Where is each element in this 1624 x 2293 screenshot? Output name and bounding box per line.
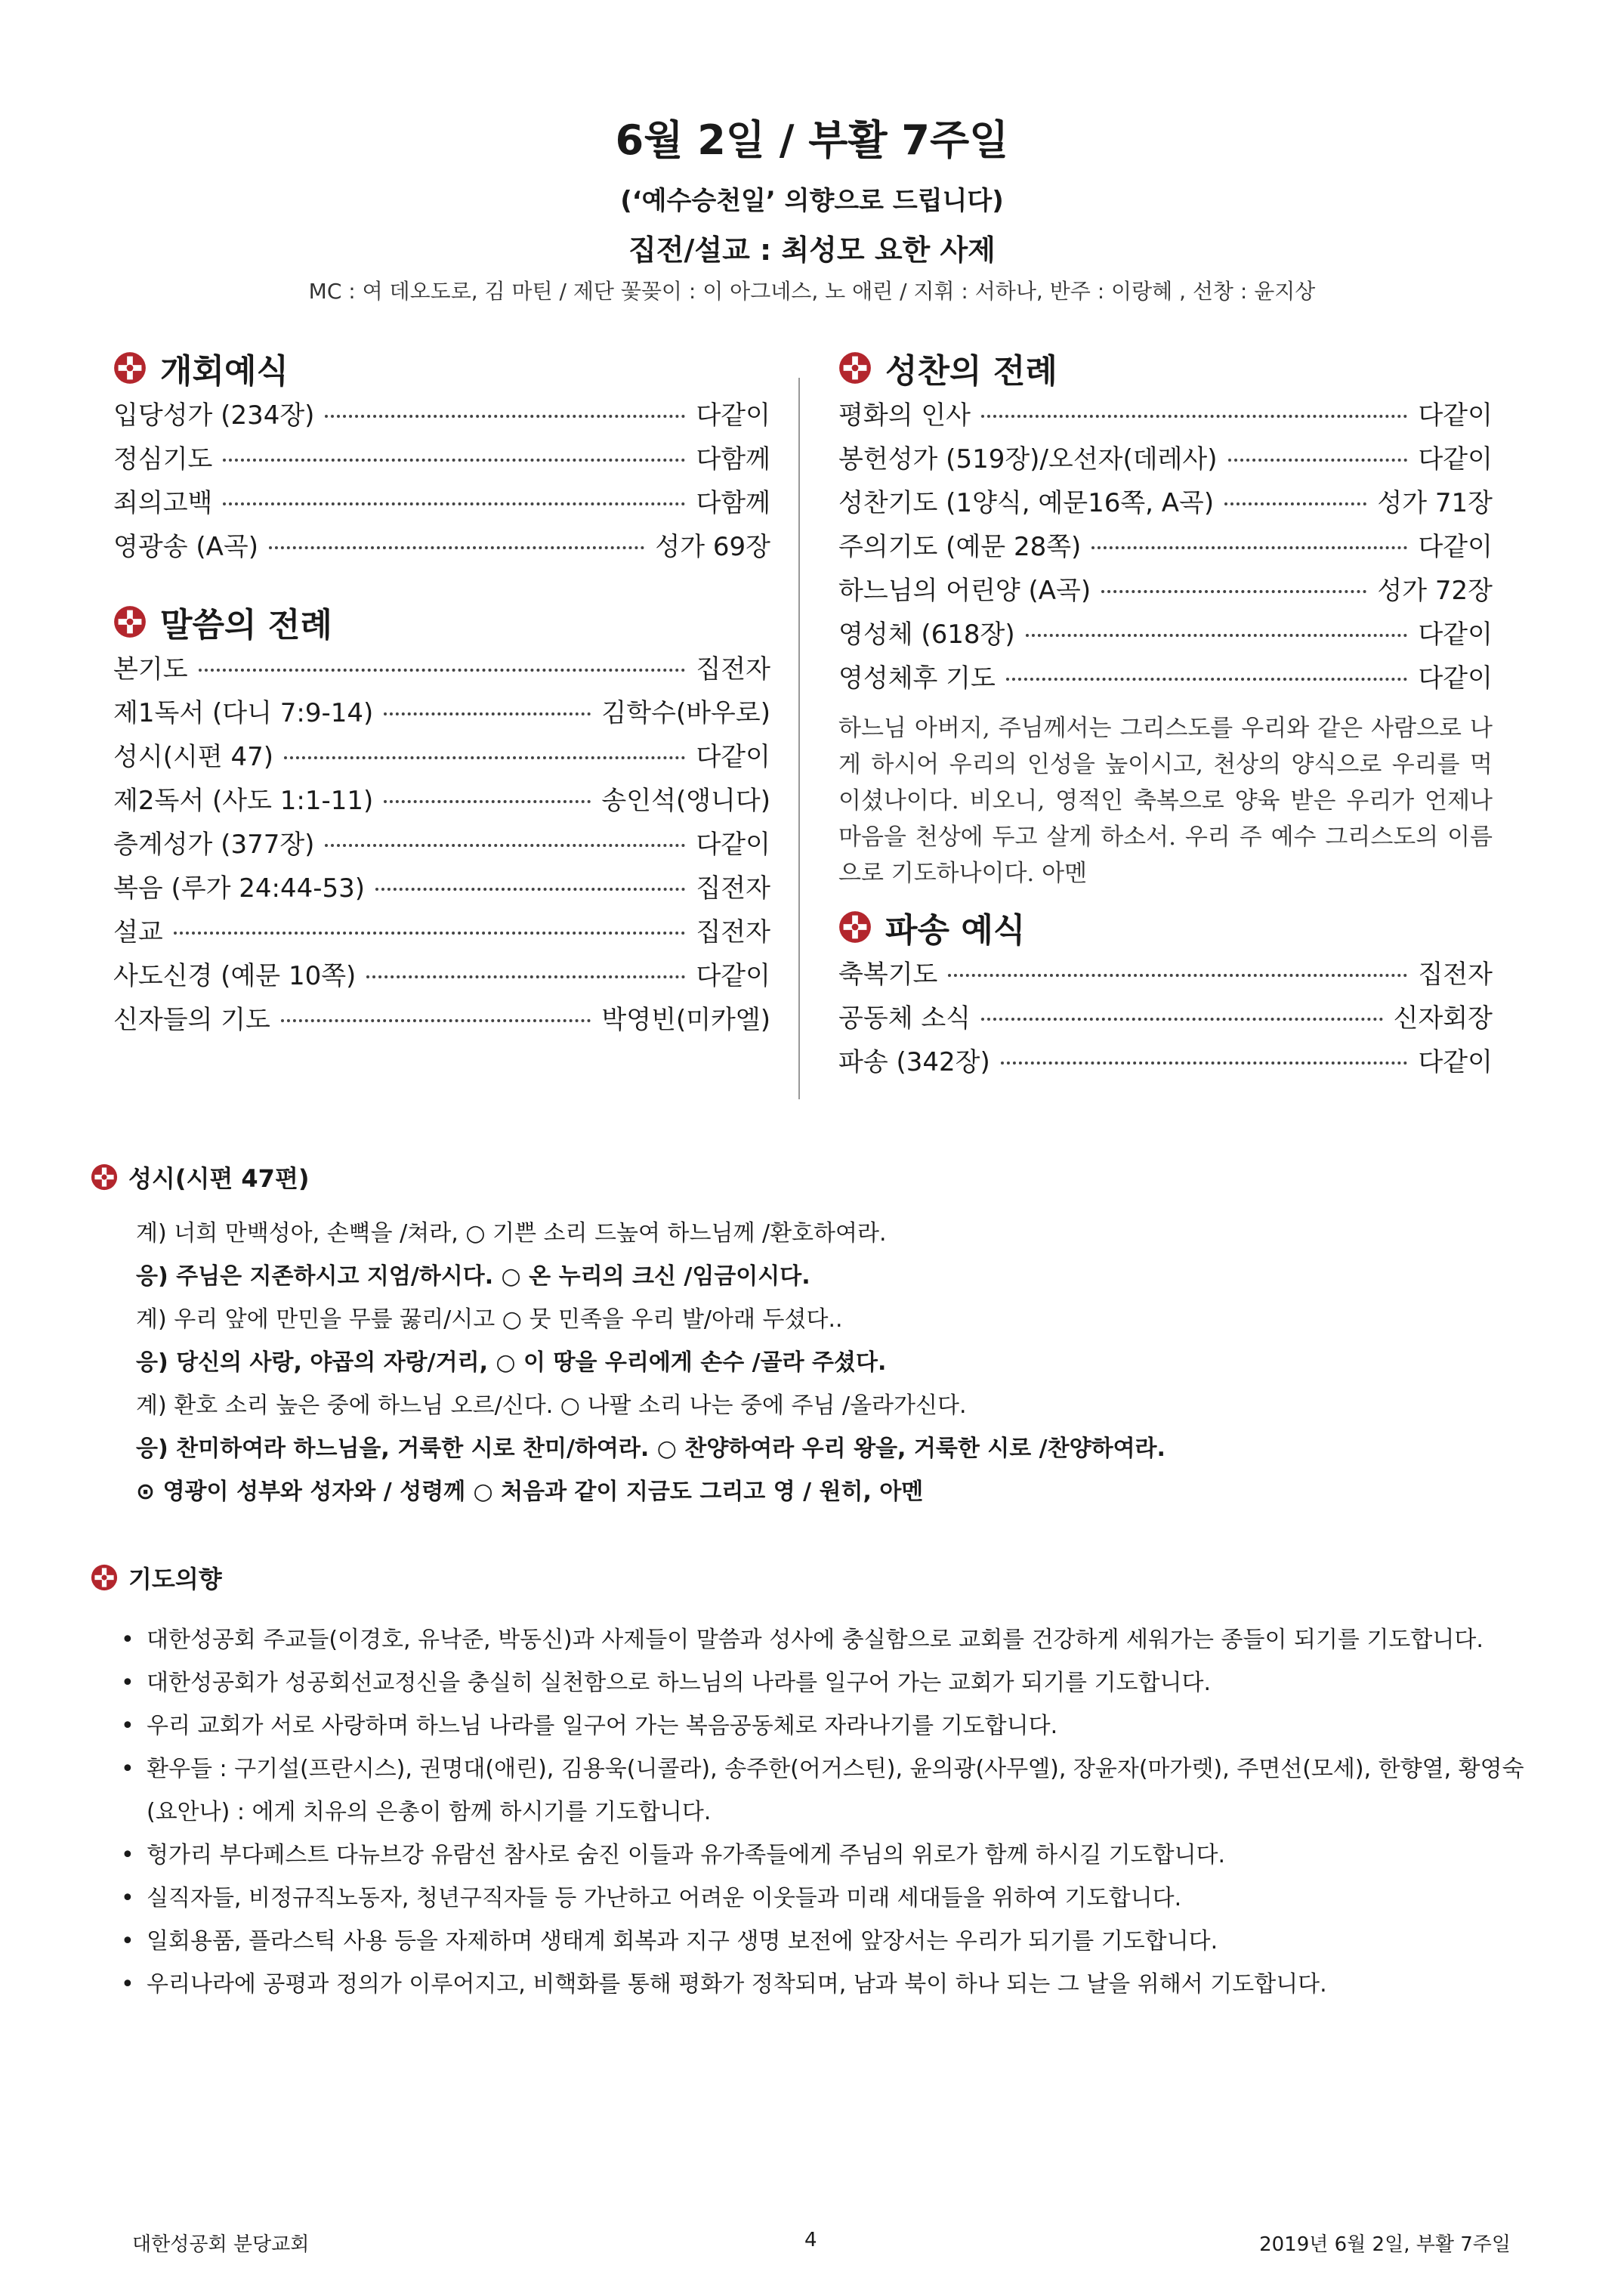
intention-item [121, 1704, 1526, 1748]
psalm-title: 성시(시편 47편) [128, 1164, 310, 1193]
intention-text: 대한성공회 주교들(이경호, 유낙준, 박동신)과 사제들이 말씀과 성사에 충실함으로 교회를 건강하게 세워가는 종들이 되기를 기도합니다. [147, 1627, 1484, 1653]
service-item-assignee: 다같이 [1418, 444, 1493, 474]
leader-dots [1006, 678, 1408, 681]
service-item-label: 공동체 소식 [838, 1003, 971, 1034]
service-item-assignee: 다같이 [696, 830, 770, 860]
leader-dots [269, 546, 644, 549]
service-row [838, 1041, 1493, 1085]
service-item-assignee: 신자회장 [1393, 1003, 1493, 1034]
psalm-line: 응) 주님은 지존하시고 지엄/하시다. ○ 온 누리의 크신 /임금이시다. [136, 1263, 810, 1290]
leader-dots [281, 1019, 591, 1022]
word-rows [113, 648, 770, 1043]
intention-item [121, 1963, 1526, 2006]
intentions-title: 기도의향 [128, 1565, 222, 1593]
footer-church-name: 대한성공회 분당교회 [132, 2233, 310, 2256]
service-item-assignee: 집전자 [696, 917, 770, 947]
intention-text: 우리 교회가 서로 사랑하며 하느님 나라를 일구어 가는 복음공동체로 자라나기를 기도합니다. [147, 1713, 1058, 1739]
ministers-line: MC : 여 데오도로, 김 마틴 / 제단 꽃꽂이 : 이 아그네스, 노 애린 / 지휘 : 서하나, 반주 : 이랑혜 , 선창 : 윤지상 [308, 279, 1316, 304]
page-number: 4 [804, 2229, 817, 2251]
service-item-assignee: 성가 71장 [1377, 488, 1493, 518]
service-row [838, 570, 1493, 613]
service-item-label: 정심기도 [113, 444, 213, 474]
service-item-label: 죄의고백 [113, 488, 213, 518]
left-column [113, 341, 770, 1043]
service-item-assignee: 다함께 [696, 488, 770, 518]
psalm-line: ⊙ 영광이 성부와 성자와 / 성령께 ○ 처음과 같이 지금도 그리고 영 / 원히, 아멘 [136, 1479, 924, 1505]
column-divider [798, 378, 800, 1099]
intention-item [121, 1920, 1526, 1963]
intention-item [121, 1748, 1526, 1834]
service-row [113, 648, 770, 692]
service-item-label: 하느님의 어린양 (A곡) [838, 576, 1091, 606]
service-row [113, 955, 770, 999]
service-row [838, 997, 1493, 1041]
section-title: 파송 예식 [885, 911, 1026, 950]
service-row [838, 953, 1493, 997]
leader-dots [1228, 459, 1408, 462]
service-item-label: 입당성가 (234장) [113, 400, 315, 431]
leader-dots [981, 1018, 1383, 1021]
intention-item [121, 1618, 1526, 1661]
service-row [838, 394, 1493, 438]
service-row [113, 867, 770, 911]
leader-dots [366, 975, 685, 978]
leader-dots [284, 756, 685, 759]
leader-dots [325, 415, 685, 418]
service-item-label: 성시(시편 47) [113, 742, 273, 772]
service-row [113, 999, 770, 1043]
service-row [838, 482, 1493, 526]
service-row [838, 438, 1493, 482]
cross-icon [113, 605, 147, 638]
psalm-line: 응) 당신의 사랑, 야곱의 자랑/거리, ○ 이 땅을 우리에게 손수 /골라 주셨다. [136, 1349, 887, 1376]
service-item-label: 신자들의 기도 [113, 1005, 270, 1035]
section-title: 성찬의 전례 [885, 352, 1057, 391]
eucharist-rows [838, 394, 1493, 701]
right-column [838, 341, 1493, 1085]
intentions-heading [91, 1556, 1526, 1599]
leader-dots [384, 712, 591, 715]
section-title: 말씀의 전례 [160, 606, 332, 644]
intention-item [121, 1661, 1526, 1704]
psalm-line: 응) 찬미하여라 하느님을, 거룩한 시로 찬미/하여라. ○ 찬양하여라 우리 왕을, 거룩한 시로 /찬양하여라. [136, 1435, 1166, 1462]
footer-date: 2019년 6월 2일, 부활 7주일 [1259, 2233, 1511, 2256]
leader-dots [1091, 546, 1407, 549]
service-item-label: 봉헌성가 (519장)/오선자(데레사) [838, 444, 1218, 474]
bullet-icon: • [121, 1928, 134, 1955]
leader-dots [981, 415, 1407, 418]
service-item-assignee: 성가 72장 [1377, 576, 1493, 606]
service-row [113, 736, 770, 780]
service-row [113, 482, 770, 526]
prayer-intentions-section [91, 1556, 1526, 2006]
intention-text: 우리나라에 공평과 정의가 이루어지고, 비핵화를 통해 평화가 정착되며, 남과 북이 하나 되는 그 날을 위해서 기도합니다. [147, 1971, 1327, 1998]
service-row [113, 438, 770, 482]
service-row [113, 911, 770, 955]
psalm-lines [136, 1212, 1526, 1513]
page-footer [0, 2229, 1624, 2259]
service-item-label: 평화의 인사 [838, 400, 971, 431]
service-item-label: 축복기도 [838, 960, 938, 990]
cross-icon [838, 910, 872, 944]
section-opening-rites [113, 341, 770, 394]
psalm-heading [91, 1156, 1526, 1198]
post-communion-prayer: 하느님 아버지, 주님께서는 그리스도를 우리와 같은 사람으로 나게 하시어 우리의 인성을 높이시고, 천상의 양식으로 우리를 먹이셨나이다. 비오니, 영적인 축복으로 양육 받은 우리가 언제나 마음을 천상에 두고 살게 하소서. 우리 주 예수 그리스도의 이름으로 기도하나이다. 아멘 [838, 715, 1493, 887]
dismissal-rows [838, 953, 1493, 1085]
bullet-icon: • [121, 1627, 134, 1653]
service-row [113, 526, 770, 570]
service-item-assignee: 박영빈(미카엘) [601, 1005, 770, 1035]
leader-dots [384, 800, 591, 803]
cross-icon [838, 351, 872, 385]
intention-item [121, 1834, 1526, 1877]
intention-item [121, 1877, 1526, 1920]
bullet-icon: • [121, 1756, 134, 1782]
leader-dots [223, 459, 685, 462]
psalm-line: 계) 너희 만백성아, 손뼉을 /쳐라, ○ 기쁜 소리 드높여 하느님께 /환호하여라. [136, 1220, 887, 1247]
intention-note: (‘예수승천일’ 의향으로 드립니다) [620, 186, 1004, 216]
leader-dots [1101, 590, 1366, 593]
cross-icon [91, 1564, 118, 1591]
section-liturgy-of-word [113, 595, 770, 648]
service-item-label: 층계성가 (377장) [113, 830, 315, 860]
psalm-line: 계) 환호 소리 높은 중에 하느님 오르/신다. ○ 나팔 소리 나는 중에 주님 /올라가신다. [136, 1392, 967, 1419]
service-item-assignee: 다함께 [696, 444, 770, 474]
service-item-assignee: 다같이 [1418, 532, 1493, 562]
service-item-assignee: 송인석(앵니다) [601, 786, 770, 816]
bullet-icon: • [121, 1885, 134, 1911]
bullet-icon: • [121, 1842, 134, 1868]
service-row [113, 824, 770, 867]
service-item-assignee: 다같이 [1418, 620, 1493, 650]
service-item-label: 제2독서 (사도 1:1-11) [113, 786, 374, 816]
service-item-label: 제1독서 (다니 7:9-14) [113, 698, 374, 728]
service-row [113, 394, 770, 438]
cross-icon [113, 351, 147, 385]
service-item-label: 사도신경 (예문 10쪽) [113, 961, 357, 991]
service-item-label: 영성체 (618장) [838, 620, 1015, 650]
intention-text: 실직자들, 비정규직노동자, 청년구직자들 등 가난하고 어려운 이웃들과 미래 세대들을 위하여 기도합니다. [147, 1885, 1182, 1911]
leader-dots [325, 844, 685, 847]
service-row [838, 613, 1493, 657]
service-item-label: 본기도 [113, 654, 188, 685]
service-item-assignee: 다같이 [1418, 663, 1493, 694]
section-title: 개회예식 [160, 352, 289, 391]
leader-dots [199, 669, 686, 672]
bullet-icon: • [121, 1670, 134, 1696]
psalm-line: 계) 우리 앞에 만민을 무릎 꿇리/시고 ○ 뭇 민족을 우리 발/아래 두셨다.. [136, 1306, 843, 1333]
service-item-assignee: 집전자 [1418, 960, 1493, 990]
intention-text: 일회용품, 플라스틱 사용 등을 자제하며 생태계 회복과 지구 생명 보전에 앞장서는 우리가 되기를 기도합니다. [147, 1928, 1218, 1955]
service-item-assignee: 집전자 [696, 654, 770, 685]
leader-dots [223, 502, 685, 505]
service-item-label: 성찬기도 (1양식, 예문16쪽, A곡) [838, 488, 1215, 518]
bullet-icon: • [121, 1713, 134, 1739]
intention-text: 헝가리 부다페스트 다뉴브강 유람선 참사로 숨진 이들과 유가족들에게 주님의 위로가 함께 하시길 기도합니다. [147, 1842, 1226, 1868]
service-item-label: 주의기도 (예문 28쪽) [838, 532, 1082, 562]
cross-icon [91, 1163, 118, 1191]
service-item-assignee: 다같이 [696, 400, 770, 431]
service-row [838, 526, 1493, 570]
leader-dots [948, 974, 1407, 977]
leader-dots [1001, 1062, 1408, 1065]
service-item-assignee: 다같이 [696, 742, 770, 772]
service-item-assignee: 다같이 [1418, 1047, 1493, 1077]
service-item-label: 영광송 (A곡) [113, 532, 258, 562]
psalm-section [91, 1156, 1526, 1513]
intentions-list [121, 1618, 1526, 2006]
page-header [0, 113, 1624, 307]
celebrant-line: 집전/설교 : 최성모 요한 사제 [628, 233, 996, 267]
service-row [113, 780, 770, 824]
service-item-assignee: 다같이 [696, 961, 770, 991]
service-row [113, 692, 770, 736]
service-item-assignee: 집전자 [696, 873, 770, 904]
section-dismissal [838, 901, 1493, 953]
bullet-icon: • [121, 1971, 134, 1998]
service-item-label: 영성체후 기도 [838, 663, 996, 694]
service-item-assignee: 김학수(바우로) [601, 698, 770, 728]
service-item-assignee: 다같이 [1418, 400, 1493, 431]
leader-dots [1026, 634, 1408, 637]
page-title: 6월 2일 / 부활 7주일 [615, 116, 1009, 164]
service-item-label: 설교 [113, 917, 163, 947]
leader-dots [174, 932, 686, 935]
intention-text: 대한성공회가 성공회선교정신을 충실히 실천함으로 하느님의 나라를 일구어 가는 교회가 되기를 기도합니다. [147, 1670, 1211, 1696]
service-row [838, 657, 1493, 701]
opening-rows [113, 394, 770, 570]
section-eucharist [838, 341, 1493, 394]
service-item-assignee: 성가 69장 [655, 532, 770, 562]
leader-dots [1224, 502, 1366, 505]
intention-text: 환우들 : 구기설(프란시스), 권명대(애린), 김용욱(니콜라), 송주한(어거스틴), 윤의광(사무엘), 장윤자(마가렛), 주면선(모세), 한향열, 황영숙(요안나) : 에게 치유의 은총이 함께 하시기를 기도합니다. [147, 1756, 1524, 1825]
service-item-label: 복음 (루가 24:44-53) [113, 873, 366, 904]
service-item-label: 파송 (342장) [838, 1047, 990, 1077]
leader-dots [375, 888, 685, 891]
